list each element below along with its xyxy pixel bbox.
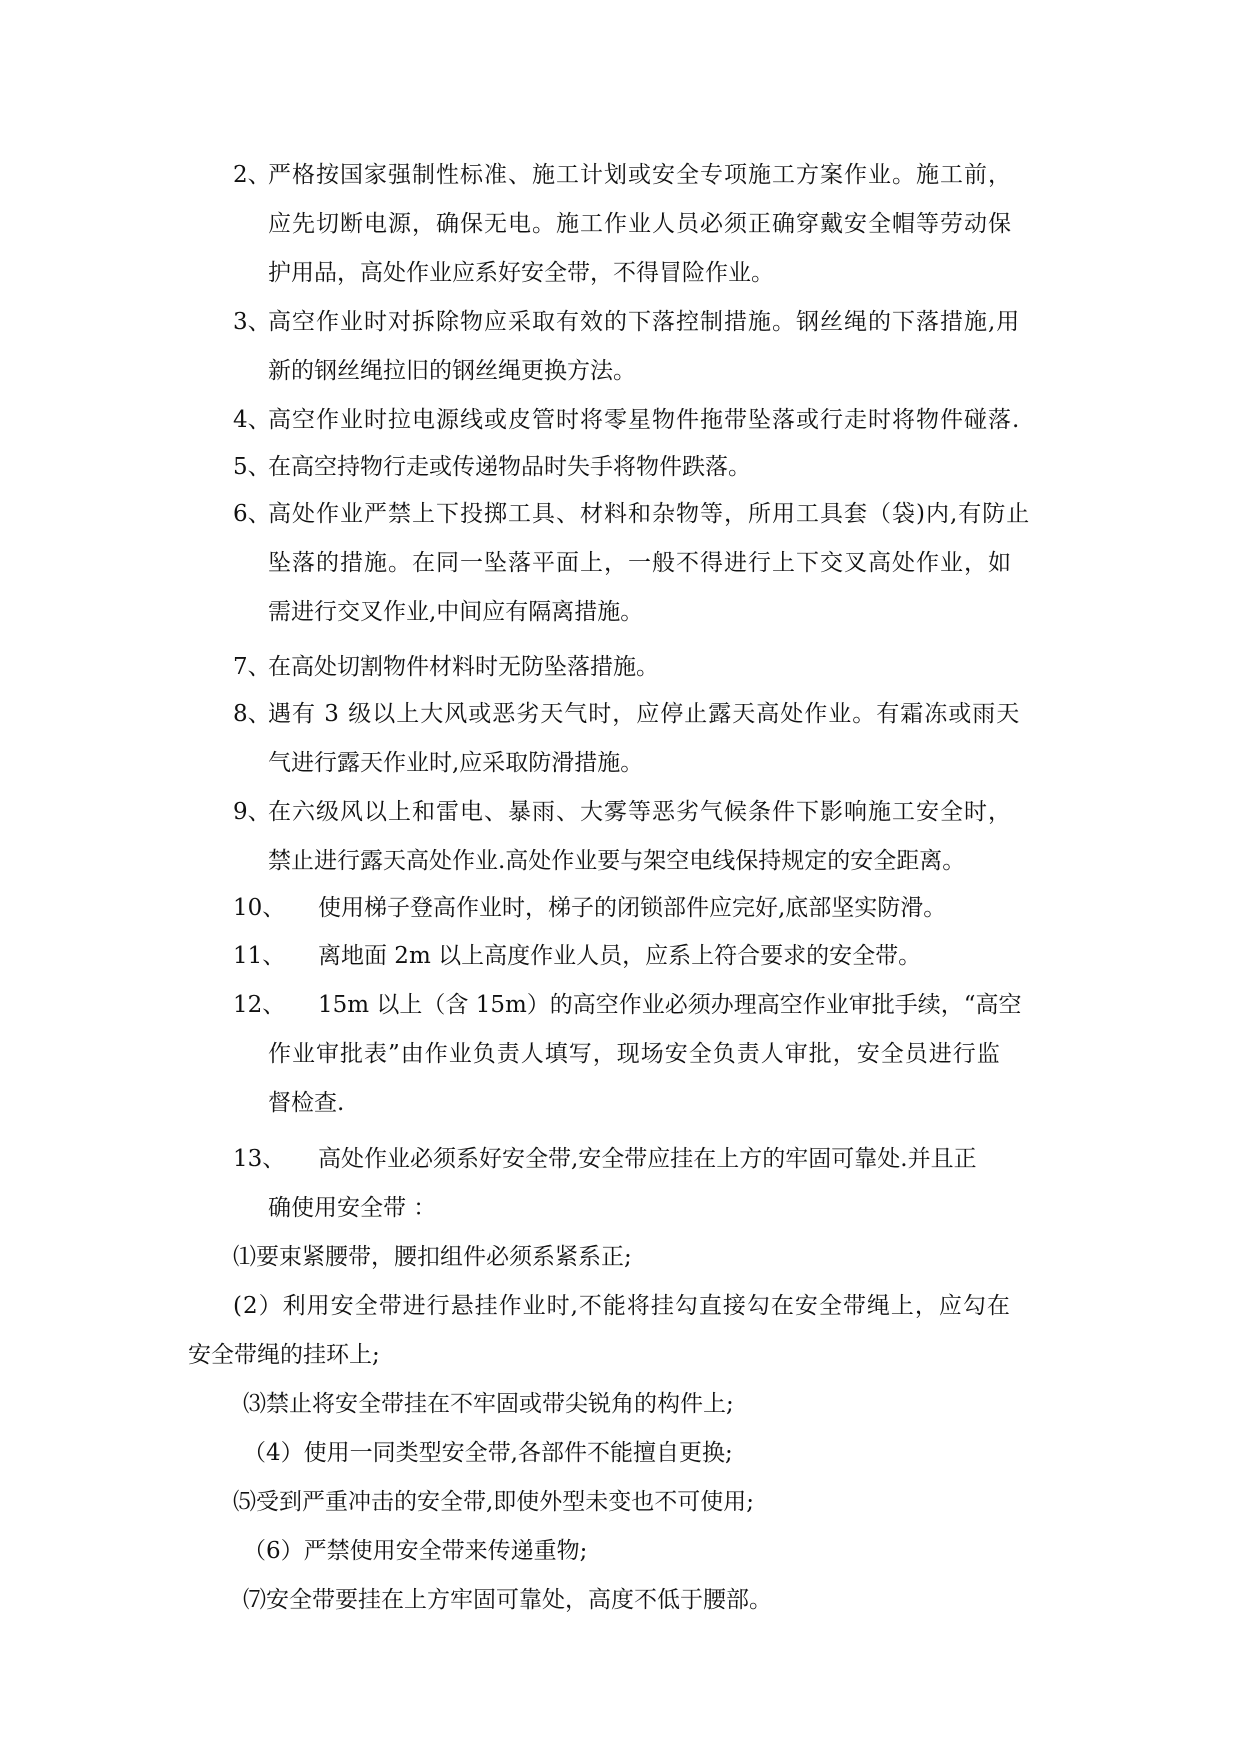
- sub-item: ⑶禁止将安全带挂在不牢固或带尖锐角的构件上;: [243, 1391, 734, 1417]
- sub-item: (2）利用安全带进行悬挂作业时,不能将挂勾直接勾在安全带绳上，应勾在: [233, 1293, 1011, 1319]
- item-number: 4、: [233, 407, 271, 433]
- item-text-line: 作业审批表”由作业负责人填写，现场安全负责人审批，安全员进行监: [268, 1041, 1001, 1067]
- item-text-line: 新的钢丝绳拉旧的钢丝绳更换方法。: [268, 358, 636, 384]
- item-number: 11、: [233, 943, 286, 969]
- item-number: 9、: [233, 799, 271, 825]
- sub-item: （6）严禁使用安全带来传递重物;: [243, 1538, 588, 1564]
- item-number: 2、: [233, 162, 271, 188]
- sub-item: （4）使用一同类型安全带,各部件不能擅自更换;: [243, 1440, 733, 1466]
- sub-item: ⑸受到严重冲击的安全带,即使外型未变也不可使用;: [233, 1489, 755, 1515]
- item-number: 5、: [233, 454, 271, 480]
- item-text-line: 在高空持物行走或传递物品时失手将物件跌落。: [268, 454, 751, 480]
- item-text-line: 15m 以上（含 15m）的高空作业必须办理高空作业审批手续，“高空: [318, 992, 1022, 1018]
- sub-item-continued: 安全带绳的挂环上;: [188, 1342, 380, 1368]
- item-text-line: 护用品，高处作业应系好安全带，不得冒险作业。: [268, 260, 774, 286]
- item-text-line: 确使用安全带 ：: [268, 1195, 437, 1221]
- item-text-line: 使用梯子登高作业时，梯子的闭锁部件应完好,底部坚实防滑。: [318, 895, 947, 921]
- item-number: 7、: [233, 654, 271, 680]
- sub-item: ⑺安全带要挂在上方牢固可靠处，高度不低于腰部。: [243, 1587, 772, 1613]
- item-text-line: 严格按国家强制性标准、施工计划或安全专项施工方案作业。施工前，: [268, 162, 1012, 188]
- item-text-line: 督检查.: [268, 1090, 345, 1116]
- item-text-line: 遇有 3 级以上大风或恶劣天气时，应停止露天高处作业。有霜冻或雨天: [268, 701, 1021, 727]
- item-text-line: 在高处切割物件材料时无防坠落措施。: [268, 654, 659, 680]
- item-number: 3、: [233, 309, 271, 335]
- item-text-line: 需进行交叉作业,中间应有隔离措施。: [268, 599, 644, 625]
- item-text-line: 禁止进行露天高处作业.高处作业要与架空电线保持规定的安全距离。: [268, 848, 966, 874]
- item-text-line: 应先切断电源，确保无电。施工作业人员必须正确穿戴安全帽等劳动保: [268, 211, 1012, 237]
- item-number: 6、: [233, 501, 271, 527]
- item-text-line: 坠落的措施。在同一坠落平面上，一般不得进行上下交叉高处作业，如: [268, 550, 1012, 576]
- item-text-line: 气进行露天作业时,应采取防滑措施。: [268, 750, 644, 776]
- sub-item: ⑴要束紧腰带，腰扣组件必须系紧系正;: [233, 1244, 632, 1270]
- item-text-line: 高空作业时对拆除物应采取有效的下落控制措施。钢丝绳的下落措施,用: [268, 309, 1021, 335]
- item-text-line: 在六级风以上和雷电、暴雨、大雾等恶劣气候条件下影响施工安全时，: [268, 799, 1012, 825]
- item-text-line: 高空作业时拉电源线或皮管时将零星物件拖带坠落或行走时将物件碰落.: [268, 407, 1021, 433]
- item-number: 12、: [233, 992, 286, 1018]
- item-text-line: 高处作业严禁上下投掷工具、材料和杂物等，所用工具套（袋)内,有防止: [268, 501, 1031, 527]
- item-number: 8、: [233, 701, 271, 727]
- item-text-line: 离地面 2m 以上高度作业人员，应系上符合要求的安全带。: [318, 943, 922, 969]
- item-number: 10、: [233, 895, 286, 921]
- item-number: 13、: [233, 1146, 286, 1172]
- item-text-line: 高处作业必须系好安全带,安全带应挂在上方的牢固可靠处.并且正: [318, 1146, 977, 1172]
